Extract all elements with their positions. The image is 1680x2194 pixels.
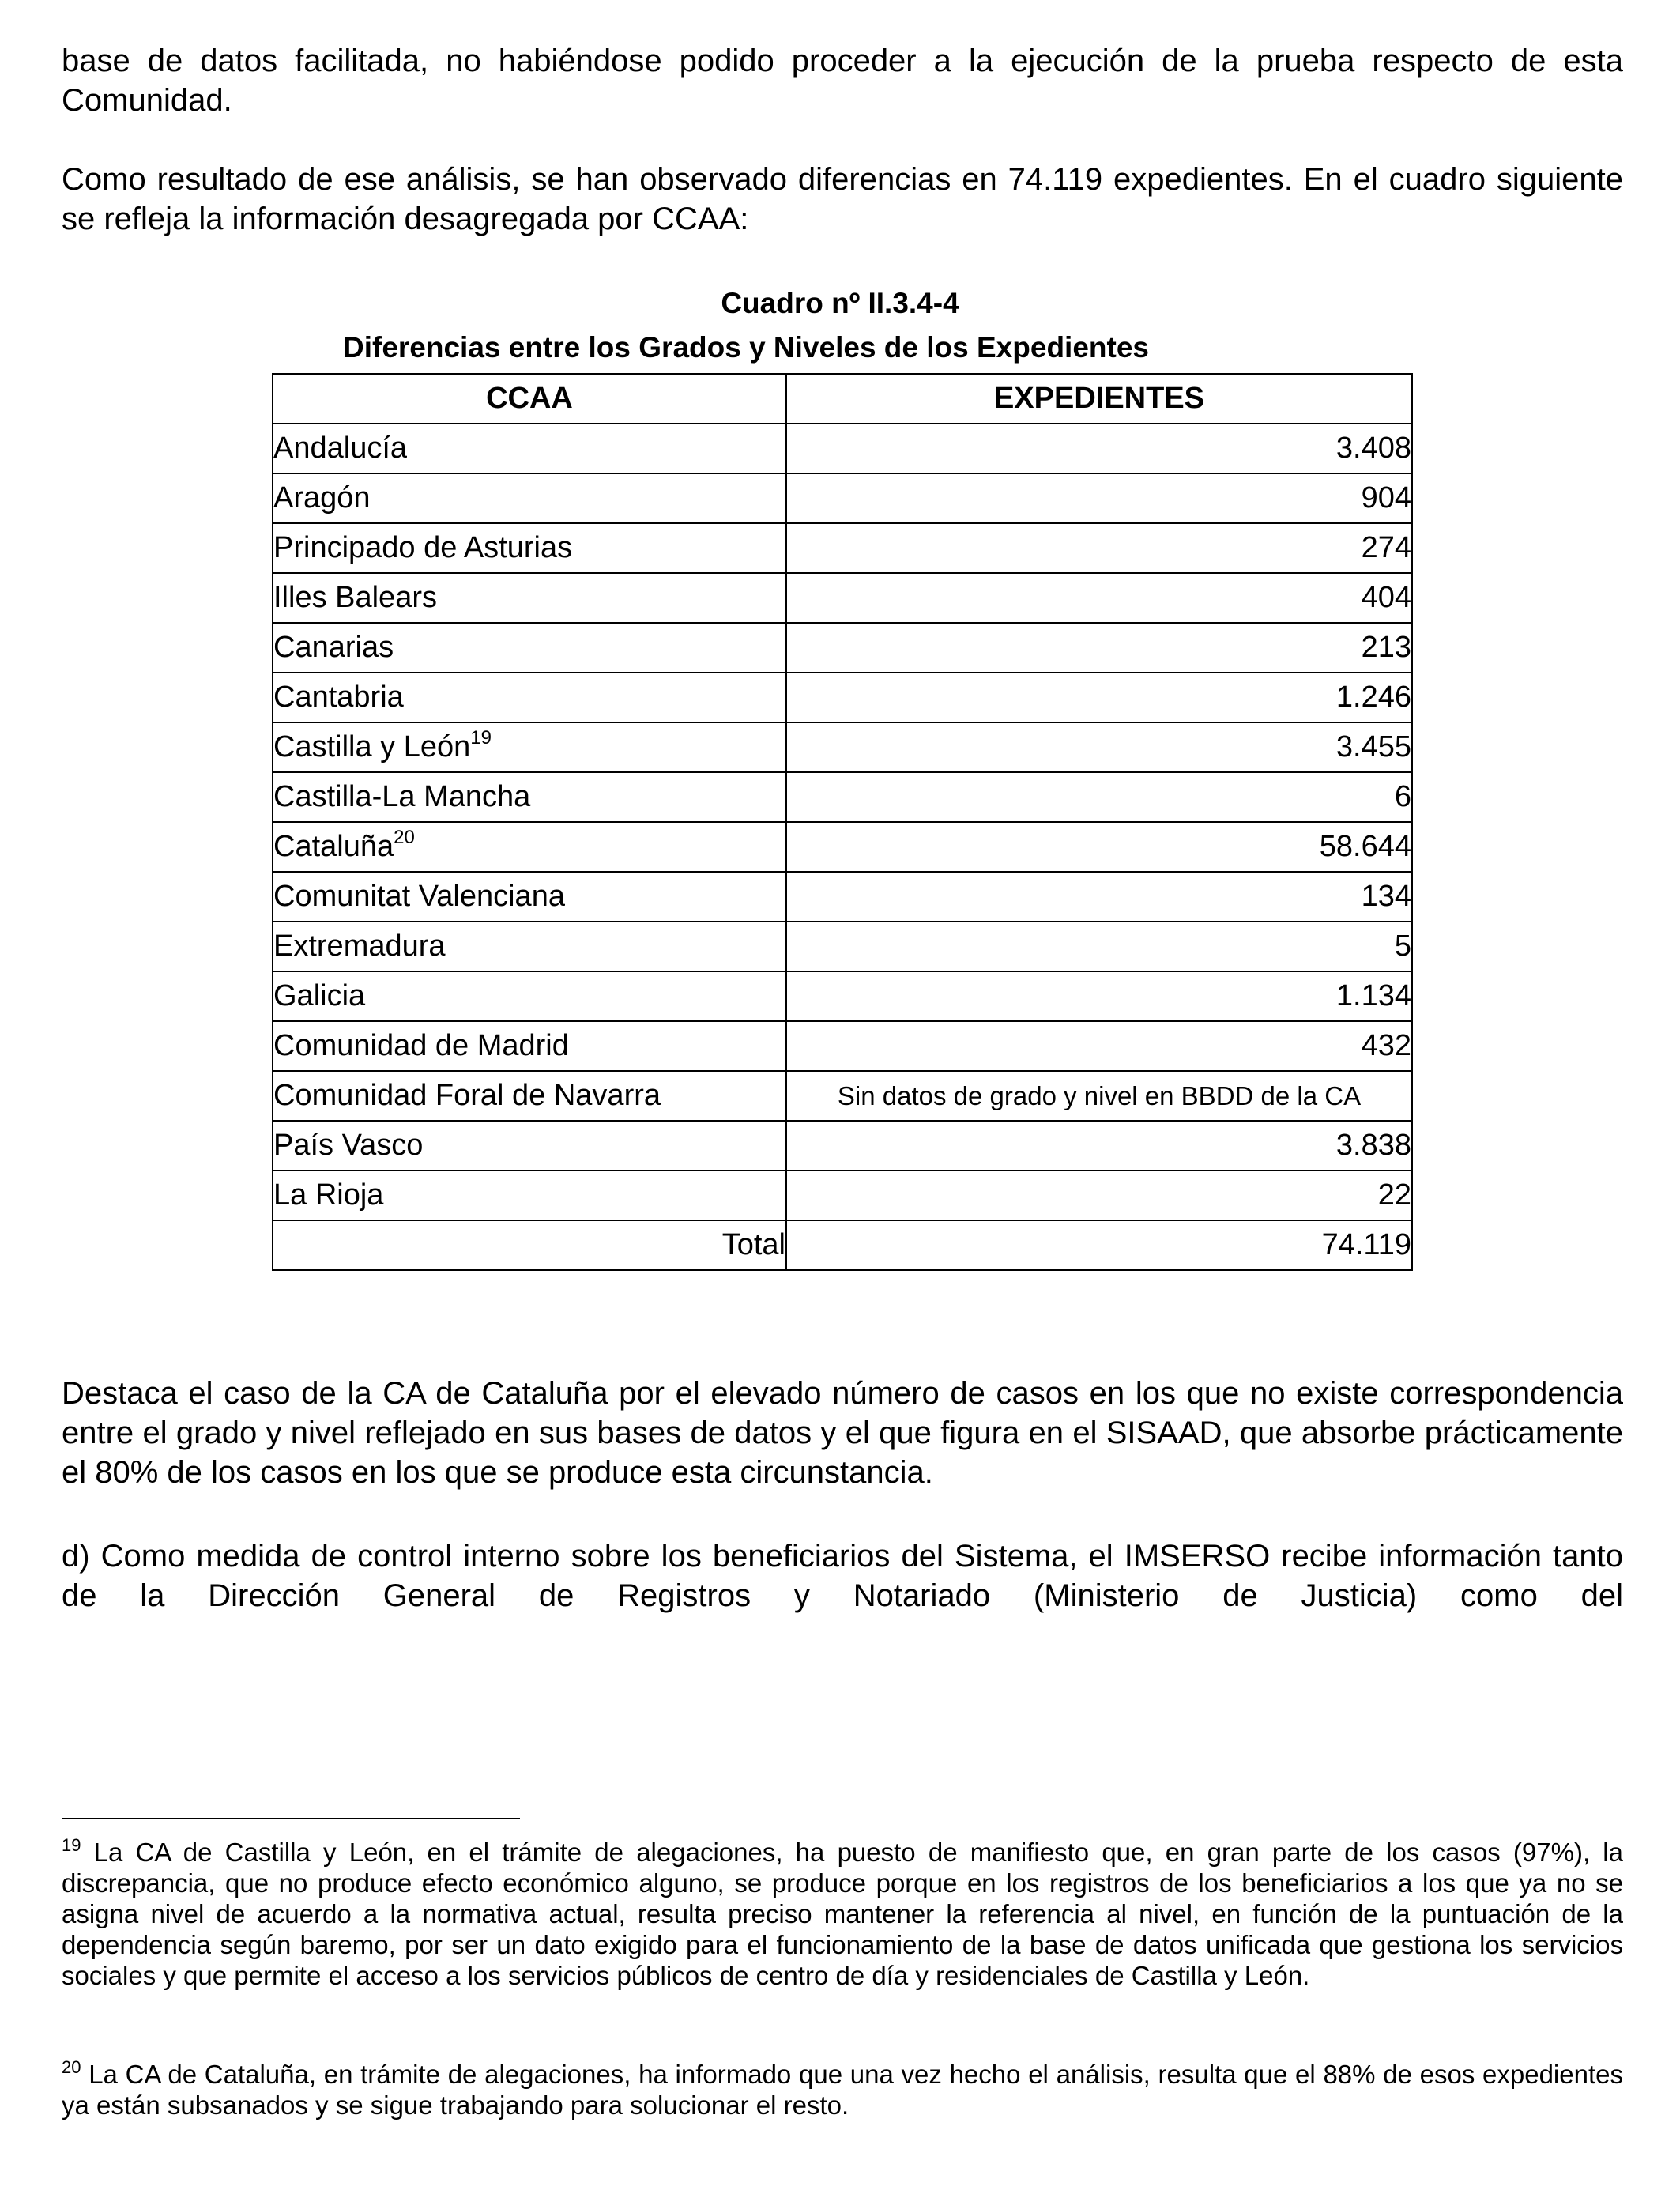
table-row: [273, 1071, 1412, 1121]
region-name: [273, 922, 786, 971]
footnote-separator: [62, 1818, 520, 1819]
table-row: [273, 872, 1412, 922]
expedientes-value: 1.246: [786, 673, 1412, 722]
region-label: Cataluña: [273, 830, 394, 863]
region-label: Canarias: [273, 631, 394, 664]
footnote-19: [62, 1837, 1623, 1991]
paragraph-intro: base de datos facilitada, no habiéndose podido proceder a la ejecución de la prueba respecto de esta Comunidad.: [62, 43, 1623, 118]
table-title: Diferencias entre los Grados y Niveles de los Expedientes: [343, 331, 1149, 364]
region-label: Comunitat Valenciana: [273, 880, 565, 913]
footnote-text: La CA de Castilla y León, en el trámite de alegaciones, ha puesto de manifiesto que, en gran parte de los casos (97%), la discrepancia, que no produce efecto económico alguno, se produce porque en los registros de los beneficiarios a los que ya no se asigna nivel de acuerdo a la normativa actual, resulta preciso mantener la referencia al nivel, en función de la puntuación de la dependencia según baremo, por ser un dato exigido para el funcionamiento de la base de datos unificada que gestiona los servicios sociales y que permite el acceso a los servicios públicos de centro de día y residenciales de Castilla y León.: [62, 1838, 1623, 1990]
region-label: Comunidad de Madrid: [273, 1029, 569, 1062]
region-name: [273, 424, 786, 473]
header-ccaa: CCAA: [273, 374, 786, 424]
expedientes-value: 904: [786, 473, 1412, 523]
table-row: [273, 424, 1412, 473]
expedientes-value: 22: [786, 1171, 1412, 1220]
region-name: [273, 573, 786, 623]
table-row: [273, 1021, 1412, 1071]
table-row: [273, 822, 1412, 872]
footnote-text: La CA de Cataluña, en trámite de alegaciones, ha informado que una vez hecho el análisis, resulta que el 88% de esos expedientes ya están subsanados y se sigue trabajando para solucionar el resto.: [62, 2060, 1623, 2120]
expedientes-value: Sin datos de grado y nivel en BBDD de la CA: [786, 1071, 1412, 1121]
table-row: [273, 573, 1412, 623]
expedientes-value: 432: [786, 1021, 1412, 1071]
footnote-ref: 20: [394, 827, 415, 849]
total-value: 74.119: [786, 1220, 1412, 1270]
region-name: [273, 673, 786, 722]
region-label: Castilla-La Mancha: [273, 780, 531, 813]
footnote-20: [62, 2059, 1623, 2120]
region-name: [273, 523, 786, 573]
region-name: [273, 623, 786, 673]
footnote-ref: 19: [470, 727, 492, 749]
table-row: [273, 922, 1412, 971]
table-row: [273, 673, 1412, 722]
region-name: [273, 971, 786, 1021]
expedientes-value: 58.644: [786, 822, 1412, 872]
region-label: Principado de Asturias: [273, 531, 573, 564]
paragraph-control: d) Como medida de control interno sobre los beneficiarios del Sistema, el IMSERSO recibe información tanto de la Dirección General de Registros y Notariado (Ministerio de Justicia) como del: [62, 1539, 1623, 1613]
expedientes-value: 134: [786, 872, 1412, 922]
table-row: [273, 623, 1412, 673]
region-name: [273, 1171, 786, 1220]
expedientes-value: 274: [786, 523, 1412, 573]
region-label: La Rioja: [273, 1178, 384, 1212]
region-label: Cantabria: [273, 680, 404, 714]
region-name: [273, 872, 786, 922]
table-row: [273, 523, 1412, 573]
differences-table: [272, 373, 1413, 1271]
footnote-mark: 19: [62, 1835, 81, 1855]
table-row: [273, 971, 1412, 1021]
paragraph-cataluna: Destaca el caso de la CA de Cataluña por el elevado número de casos en los que no existe correspondencia entre el grado y nivel reflejado en sus bases de datos y el que figura en el SISAAD, que absorbe prácticamente el 80% de los casos en los que se produce esta circunstancia.: [62, 1376, 1623, 1490]
region-label: Illes Balears: [273, 581, 437, 614]
expedientes-value: 213: [786, 623, 1412, 673]
table-row: [273, 722, 1412, 772]
region-label: Andalucía: [273, 432, 408, 465]
region-label: Comunidad Foral de Navarra: [273, 1079, 661, 1112]
table-number: Cuadro nº II.3.4-4: [721, 287, 959, 319]
table-row: [273, 473, 1412, 523]
region-label: Galicia: [273, 979, 366, 1012]
table-row: [273, 1171, 1412, 1220]
expedientes-value: 404: [786, 573, 1412, 623]
expedientes-value: 3.838: [786, 1121, 1412, 1171]
region-name: [273, 473, 786, 523]
region-name: [273, 1071, 786, 1121]
total-label: Total: [273, 1220, 786, 1270]
expedientes-value: 1.134: [786, 971, 1412, 1021]
expedientes-value: 5: [786, 922, 1412, 971]
region-label: Aragón: [273, 481, 371, 515]
region-name: [273, 1121, 786, 1171]
region-name: [273, 722, 786, 772]
region-label: Extremadura: [273, 929, 446, 963]
table-header-row: [273, 374, 1412, 424]
expedientes-value: 3.455: [786, 722, 1412, 772]
table-row: [273, 1121, 1412, 1171]
region-name: [273, 822, 786, 872]
table-row: [273, 772, 1412, 822]
expedientes-value: 6: [786, 772, 1412, 822]
region-name: [273, 1021, 786, 1071]
total-row: [273, 1220, 1412, 1270]
region-label: País Vasco: [273, 1129, 424, 1162]
region-name: [273, 772, 786, 822]
footnote-mark: 20: [62, 2057, 81, 2077]
header-expedientes: EXPEDIENTES: [786, 374, 1412, 424]
expedientes-value: 3.408: [786, 424, 1412, 473]
table-body: [273, 424, 1412, 1220]
paragraph-result: Como resultado de ese análisis, se han observado diferencias en 74.119 expedientes. En el cuadro siguiente se refleja la información desagregada por CCAA:: [62, 162, 1623, 236]
region-label: Castilla y León: [273, 730, 471, 763]
